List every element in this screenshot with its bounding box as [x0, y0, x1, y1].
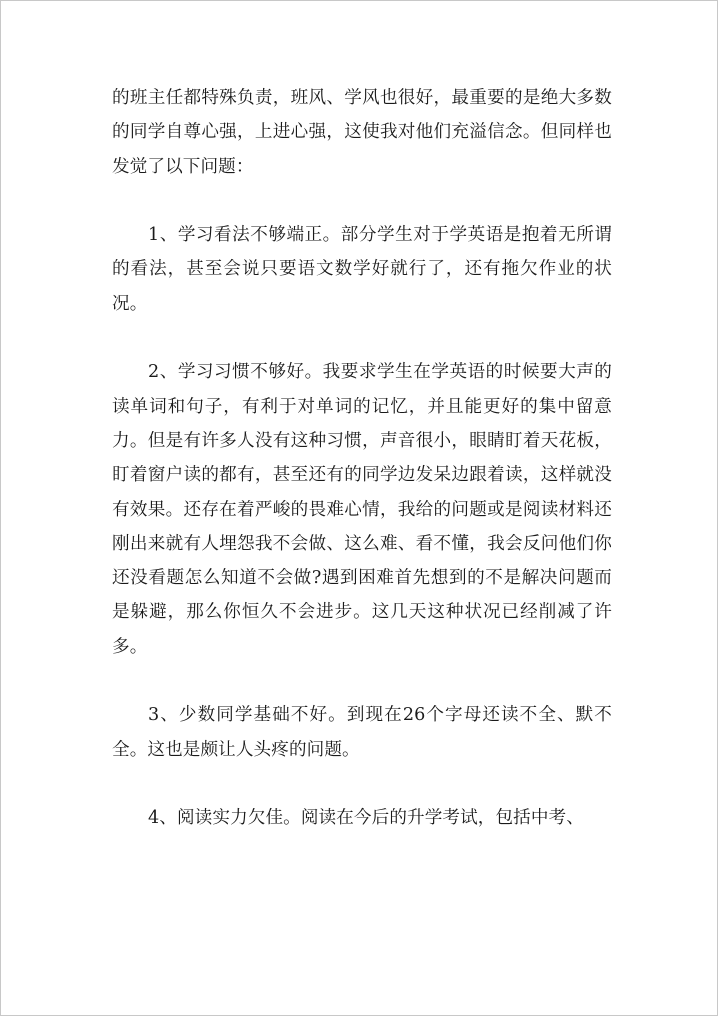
- paragraph-point-3: 3、少数同学基础不好。到现在26个字母还读不全、默不全。这也是颇让人头疼的问题。: [112, 705, 612, 760]
- paragraph-point-2: 2、学习习惯不够好。我要求学生在学英语的时候要大声的读单词和句子，有利于对单词的记忆，并且能更好的集中留意力。但是有许多人没有这种习惯，声音很小，眼睛盯着天花板，盯着窗户读的都有，甚至还有的同学边发呆边跟着读，这样就没有效果。还存在着严峻的畏难心情，我给的问题或是阅读材料还刚出来就有人埋怨我不会做、这么难、看不懂，我会反问他们你还没看题怎么知道不会做?遇到困难首先想到的不是解决问题而是躲避，那么你恒久不会进步。这几天这种状况已经削减了许多。: [112, 362, 612, 657]
- document-body: [112, 81, 612, 836]
- paragraph-point-1: 1、学习看法不够端正。部分学生对于学英语是抱着无所谓的看法，甚至会说只要语文数学好就行了，还有拖欠作业的状况。: [112, 225, 612, 314]
- paragraph-point-4: 4、阅读实力欠佳。阅读在今后的升学考试，包括中考、: [148, 808, 584, 829]
- paragraph-intro: 的班主任都特殊负责，班风、学风也很好，最重要的是绝大多数的同学自尊心强，上进心强，这使我对他们充溢信念。但同样也发觉了以下问题：: [112, 88, 612, 177]
